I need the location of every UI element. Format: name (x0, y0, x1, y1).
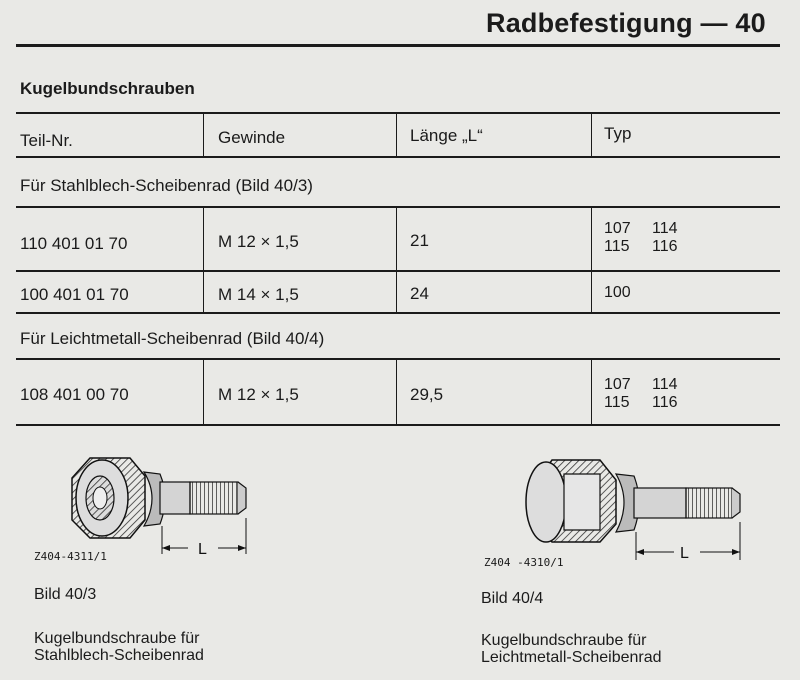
group-title: Für Stahlblech-Scheibenrad (Bild 40/3) (20, 176, 313, 195)
bolt-illustration-alloy (516, 452, 756, 562)
part-number: 110 401 01 70 (20, 234, 128, 253)
figure-number: Bild 40/3 (34, 586, 97, 603)
thread-size: M 14 × 1,5 (218, 285, 299, 304)
typ-value: 116 (652, 394, 678, 411)
drawing-code: Z404 -4310/1 (484, 556, 564, 569)
col-divider (591, 114, 592, 156)
part-number: 108 401 00 70 (20, 385, 129, 404)
col-divider (396, 114, 397, 156)
col-divider (396, 360, 397, 424)
col-divider (203, 114, 204, 156)
length-value: 24 (410, 284, 429, 303)
col-divider (591, 208, 592, 312)
group-rule (16, 206, 780, 208)
length-value: 21 (410, 231, 429, 250)
page-title: Radbefestigung — 40 (486, 8, 766, 38)
typ-list (604, 220, 678, 256)
length-value: 29,5 (410, 385, 444, 404)
col-header-length: Länge „L“ (410, 126, 483, 145)
typ-list (604, 376, 678, 412)
col-header-part: Teil-Nr. (20, 131, 73, 150)
typ-value: 114 (652, 376, 678, 393)
thread-size: M 12 × 1,5 (218, 385, 299, 404)
group-end-rule (16, 312, 780, 314)
dimension-label: L (680, 545, 689, 562)
col-divider (203, 208, 204, 312)
figure-caption (34, 630, 204, 664)
typ-value: 115 (604, 238, 630, 255)
col-header-thread: Gewinde (218, 128, 286, 147)
typ-value: 107 (604, 220, 631, 237)
figure-caption-line: Leichtmetall-Scheibenrad (481, 649, 662, 666)
typ-value: 114 (652, 220, 678, 237)
header-row-rule (16, 156, 780, 158)
figure-caption-line: Stahlblech-Scheibenrad (34, 647, 204, 664)
figure-number: Bild 40/4 (481, 590, 544, 607)
typ-list (604, 284, 652, 302)
group-title: Für Leichtmetall-Scheibenrad (Bild 40/4) (20, 329, 325, 348)
table-bottom-rule (16, 424, 780, 426)
group-rule (16, 358, 780, 360)
figure-caption-line: Kugelbundschraube für (34, 630, 200, 647)
table-top-rule (16, 112, 780, 114)
drawing-code: Z404-4311/1 (34, 550, 107, 563)
row-rule (16, 270, 780, 272)
typ-value: 107 (604, 376, 631, 393)
typ-value: 116 (652, 238, 678, 255)
figure-caption-line: Kugelbundschraube für (481, 632, 647, 649)
col-divider (591, 360, 592, 424)
thread-size: M 12 × 1,5 (218, 232, 299, 251)
figure-caption (481, 632, 662, 666)
col-divider (203, 360, 204, 424)
col-header-typ: Typ (604, 124, 632, 143)
typ-value: 100 (604, 284, 631, 301)
header-rule (16, 44, 780, 47)
dimension-label: L (198, 541, 207, 558)
part-number: 100 401 01 70 (20, 285, 129, 304)
col-divider (396, 208, 397, 312)
section-title: Kugelbundschrauben (20, 79, 195, 98)
bolt-illustration-steel (60, 448, 260, 558)
typ-value: 115 (604, 394, 630, 411)
